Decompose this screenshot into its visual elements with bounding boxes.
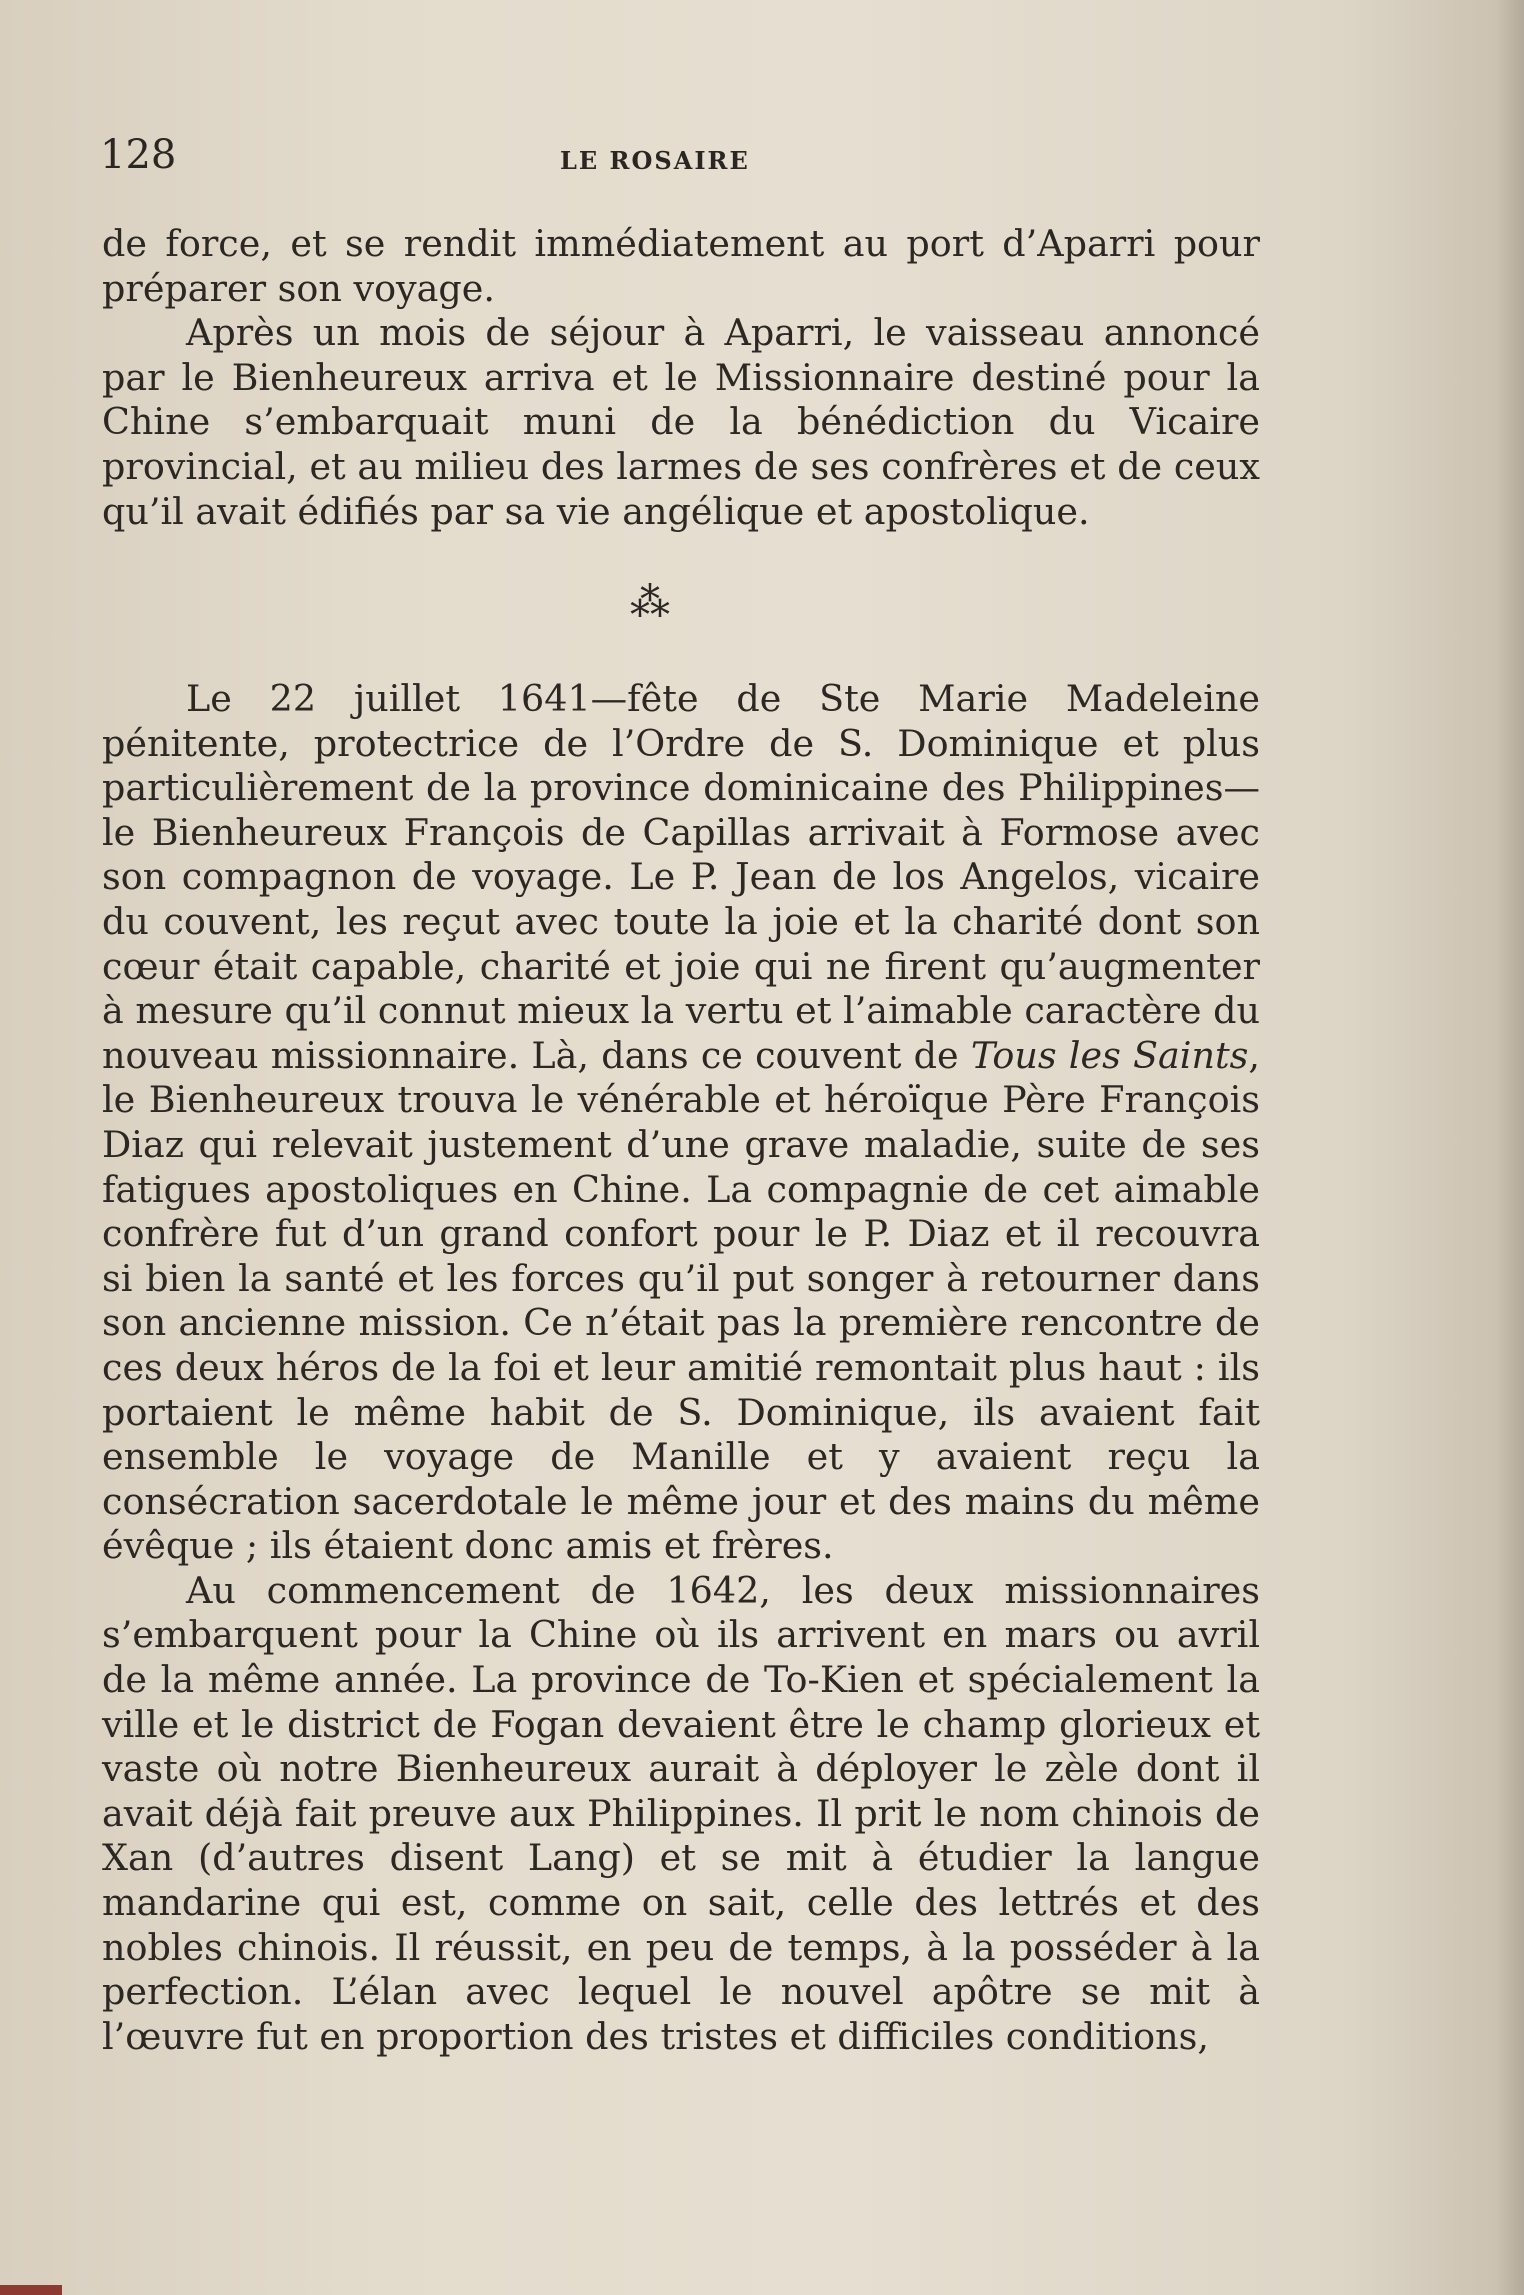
paragraph-chine: Au commencement de 1642, les deux missionnaires s’embarquent pour la Chine où ils arrivent en mars ou avril de la même année. La province de To-Kien et spécialement la ville et le district de Fogan devaient être le champ glorieux et vaste où notre Bienheureux aurait à déployer le zèle dont il avait déjà fait preuve aux Philippines. Il prit le nom chinois de Xan (d’autres disent Lang) et se mit à étudier la langue mandarine qui est, comme on sait, celle des lettrés et des nobles chinois. Il réussit, en peu de temps, à la posséder à la perfection. L’élan avec lequel le nouvel apôtre se mit à l’œuvre fut en proportion des tristes et difficiles conditions, <box>102 1568 1260 2058</box>
convent-name: Tous les Saints <box>970 1033 1249 1077</box>
page-edge-shadow <box>1496 0 1524 2295</box>
paragraph-formose <box>102 677 1260 1569</box>
text-block-main <box>102 677 1260 2059</box>
page-header <box>100 132 1260 182</box>
corner-color-mark <box>0 2285 62 2295</box>
paragraph-formose-part1: Le 22 juillet 1641—fête de Ste Marie Madeleine pénitente, protectrice de l’Ordre de S. Dominique et plus particulièrement de la province dominicaine des Philippines— le Bienheureux François de Capillas arrivait à Formose avec son compagnon de voyage. Le P. Jean de los Angelos, vicaire du couvent, les reçut avec toute la joie et la charité dont son cœur était capable, charité et joie qui ne firent qu’augmenter à mesure qu’il connut mieux la vertu et l’aimable caractère du nouveau missionnaire. Là, dans ce couvent de <box>102 677 1261 1077</box>
paragraph-continuation: de force, et se rendit immédiatement au port d’Aparri pour préparer son voyage. <box>102 222 1260 310</box>
section-separator-asterism: ⁂ <box>630 580 672 626</box>
page-number: 128 <box>100 132 177 178</box>
paragraph-departure: Après un mois de séjour à Aparri, le vaisseau annoncé par le Bienheureux arriva et le Missionnaire destiné pour la Chine s’embarquait muni de la bénédiction du Vicaire provincial, et au milieu des larmes de ses confrères et de ceux qu’il avait édifiés par sa vie angélique et apostolique. <box>102 311 1260 533</box>
text-block-top <box>102 222 1260 534</box>
paragraph-formose-part2: , le Bienheureux trouva le vénérable et héroïque Père François Diaz qui relevait justement d’une grave maladie, suite de ses fatigues apostoliques en Chine. La compagnie de cet aimable confrère fut d’un grand confort pour le P. Diaz et il recouvra si bien la santé et les forces qu’il put songer à retourner dans son ancienne mission. Ce n’était pas la première rencontre de ces deux héros de la foi et leur amitié remontait plus haut : ils portaient le même habit de S. Dominique, ils avaient fait ensemble le voyage de Manille et y avaient reçu la consécration sacerdotale le même jour et des mains du même évêque ; ils étaient donc amis et frères. <box>102 1033 1260 1568</box>
running-title: LE ROSAIRE <box>560 146 750 175</box>
